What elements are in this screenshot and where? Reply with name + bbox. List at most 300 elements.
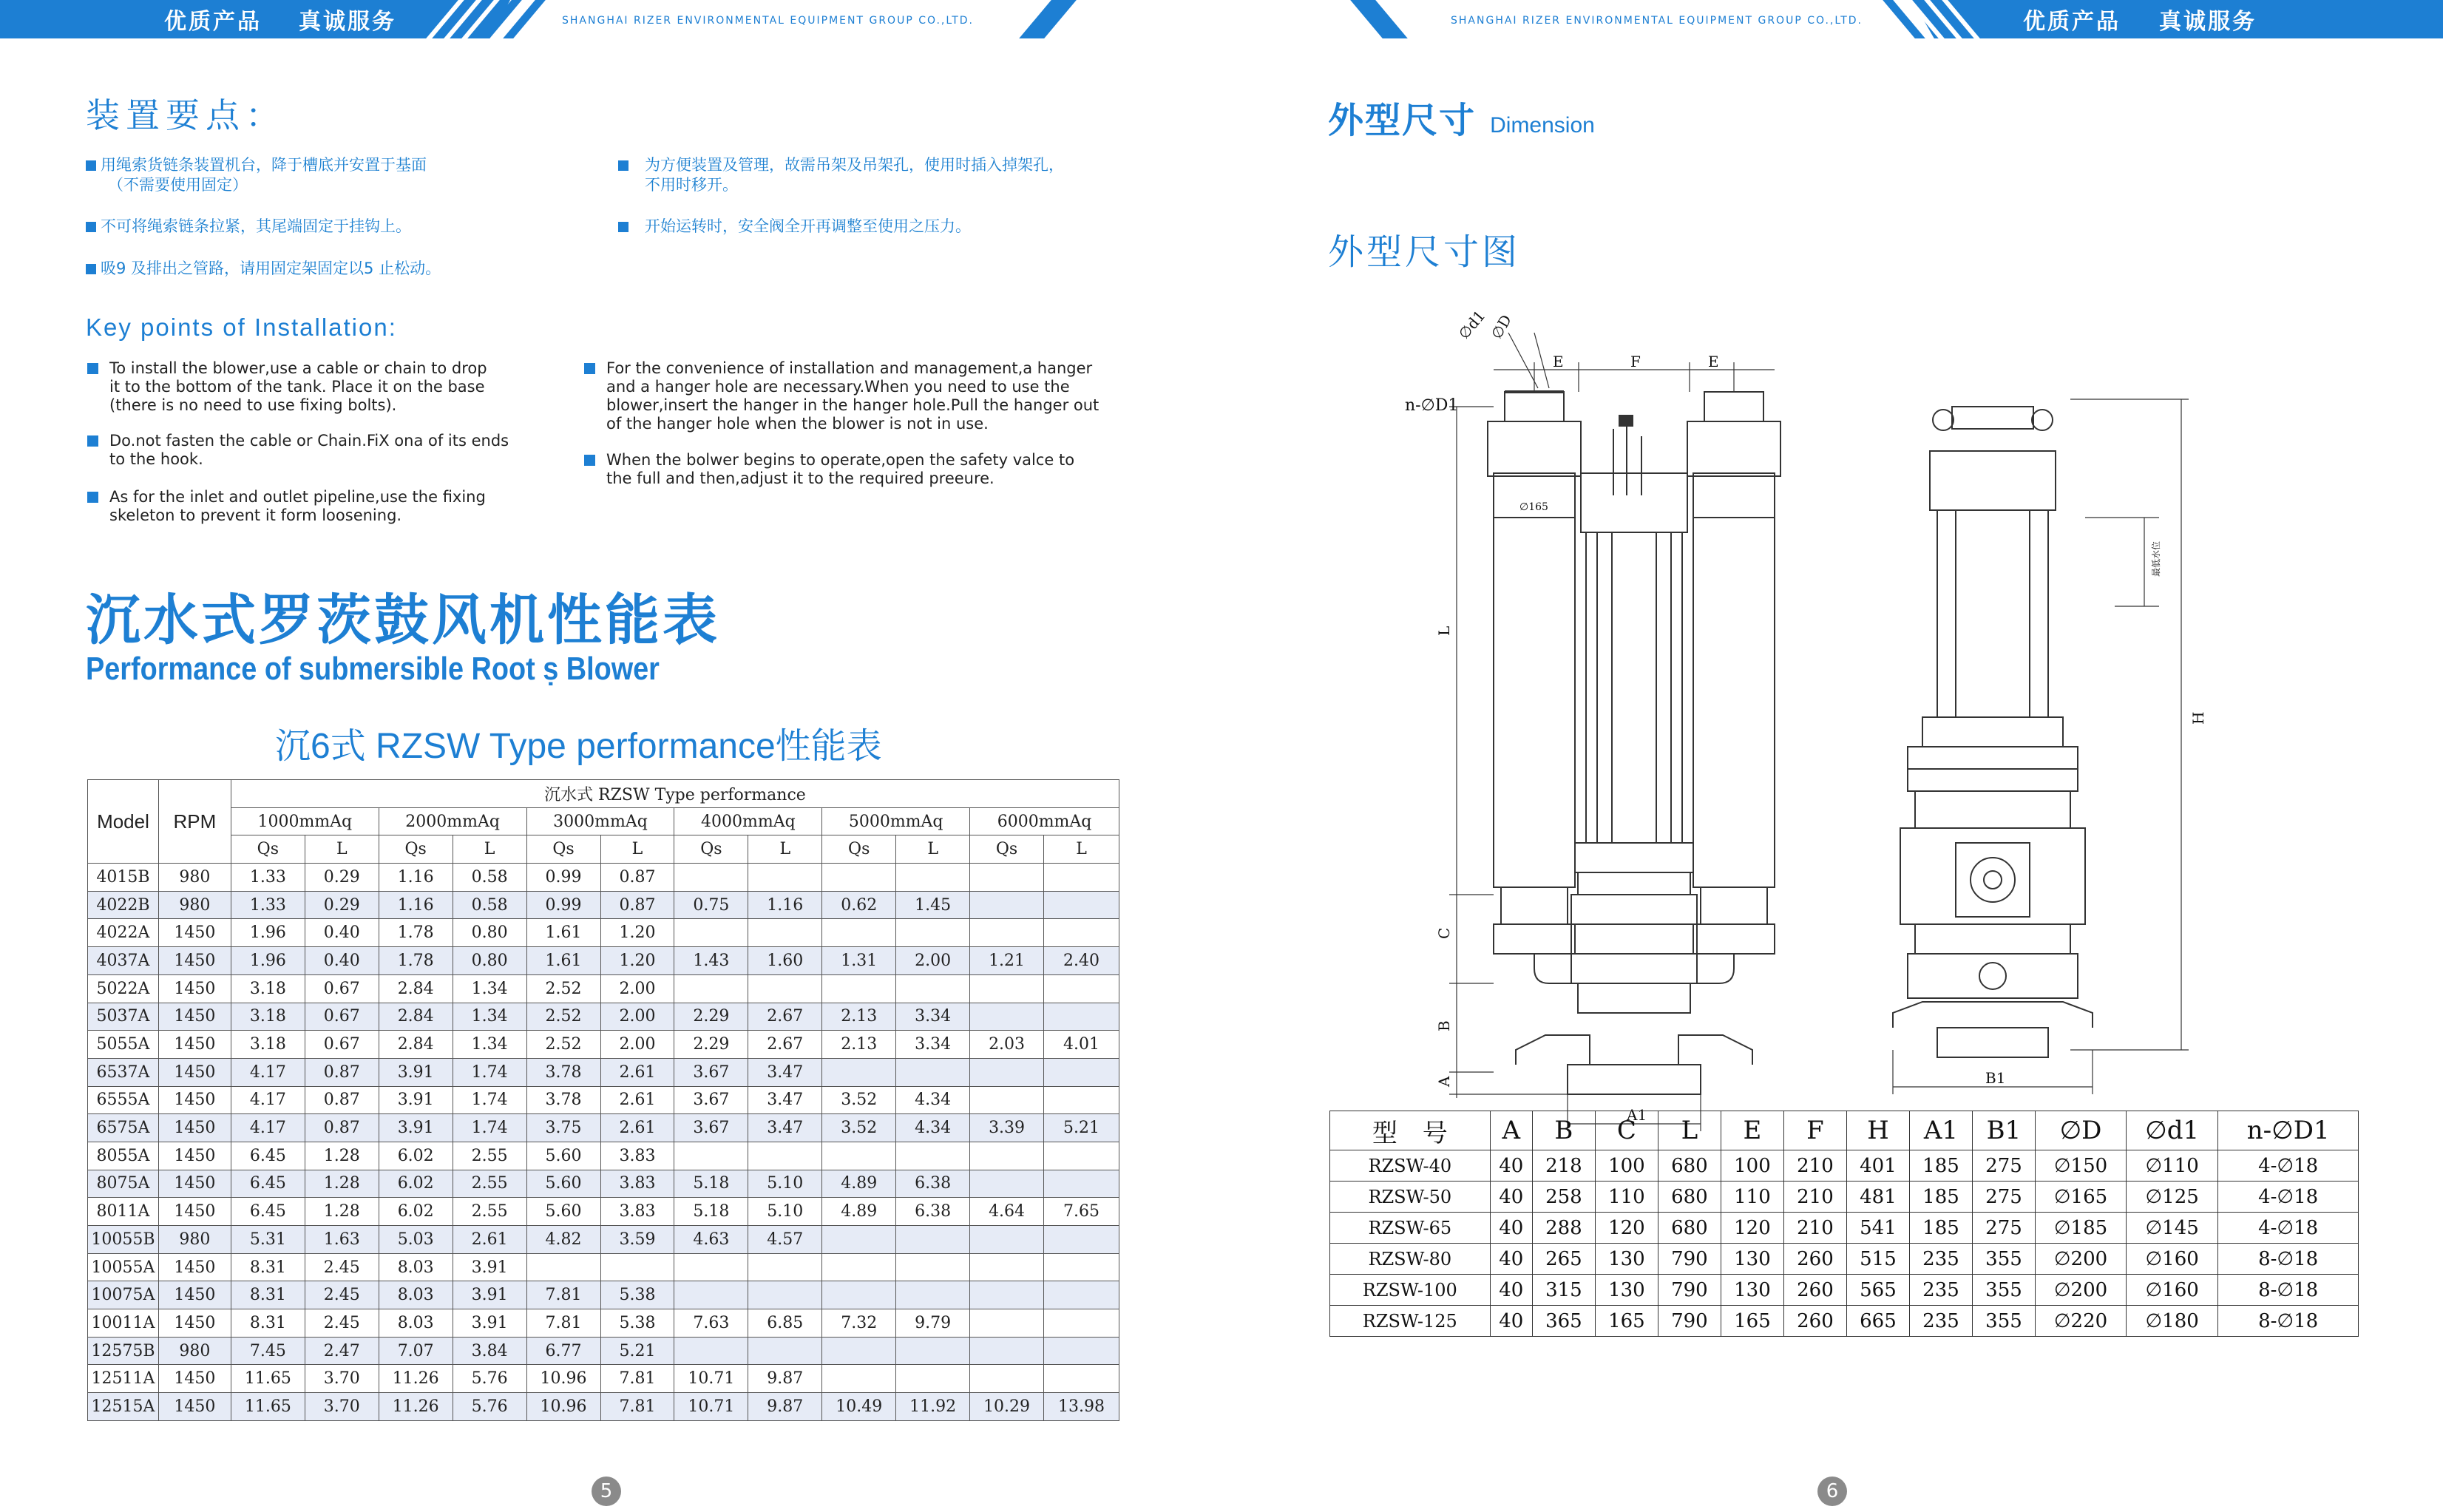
table-cell: 0.67 bbox=[305, 1003, 379, 1031]
col-qs: Qs bbox=[822, 835, 896, 864]
table-cell bbox=[674, 1337, 748, 1365]
table-row bbox=[88, 1337, 1119, 1365]
table-cell: 2.84 bbox=[379, 974, 453, 1003]
table-cell: 0.67 bbox=[305, 1031, 379, 1059]
table-row bbox=[88, 1003, 1119, 1031]
table-cell: 258 bbox=[1532, 1182, 1595, 1213]
header-stripe bbox=[1350, 0, 1408, 38]
table-cell: 11.26 bbox=[379, 1393, 453, 1421]
table-cell: 7.81 bbox=[526, 1281, 600, 1309]
table-cell: 165 bbox=[1595, 1306, 1658, 1337]
table-cell: 1.74 bbox=[453, 1058, 526, 1086]
table-cell: 3.83 bbox=[600, 1198, 674, 1226]
table-cell: 2.00 bbox=[600, 1031, 674, 1059]
table-row bbox=[88, 974, 1119, 1003]
table-cell: 515 bbox=[1846, 1244, 1909, 1275]
slogan-right-2: 真诚服务 bbox=[2159, 9, 2257, 35]
table-cell bbox=[1044, 1226, 1119, 1254]
table-cell: 790 bbox=[1658, 1275, 1721, 1306]
table-cell: 260 bbox=[1783, 1275, 1846, 1306]
table-cell: 541 bbox=[1846, 1213, 1909, 1244]
install-cn-3: 吸9 及排出之管路，请用固定架固定以5 止松动。 bbox=[86, 257, 441, 279]
table-cell: 185 bbox=[1909, 1150, 1972, 1182]
table-cell: 0.75 bbox=[674, 891, 748, 919]
table-cell bbox=[822, 1058, 896, 1086]
table-cell: 3.83 bbox=[600, 1170, 674, 1198]
table-cell bbox=[1044, 1281, 1119, 1309]
table-cell: 2.52 bbox=[526, 974, 600, 1003]
col-model: Model bbox=[88, 780, 159, 864]
table-cell bbox=[970, 1226, 1044, 1254]
table-cell: 2.61 bbox=[600, 1114, 674, 1142]
table-cell: 5.18 bbox=[674, 1198, 748, 1226]
table-cell: 1.45 bbox=[896, 891, 970, 919]
col-qs: Qs bbox=[526, 835, 600, 864]
bullet-square-icon bbox=[87, 435, 98, 447]
table-cell: 3.91 bbox=[453, 1253, 526, 1281]
col-pressure: 2000mmAq bbox=[379, 807, 526, 835]
table-row bbox=[1330, 1275, 2359, 1306]
table-cell: 3.59 bbox=[600, 1226, 674, 1254]
table-cell: 6.02 bbox=[379, 1142, 453, 1170]
table-cell: 8.31 bbox=[231, 1309, 305, 1338]
table-cell: 10075A bbox=[88, 1281, 159, 1309]
col-l: L bbox=[600, 835, 674, 864]
table-cell: 2.47 bbox=[305, 1337, 379, 1365]
table-cell: 210 bbox=[1783, 1150, 1846, 1182]
col-pressure: 3000mmAq bbox=[526, 807, 674, 835]
table-cell: RZSW-100 bbox=[1330, 1275, 1491, 1306]
table-cell: 265 bbox=[1532, 1244, 1595, 1275]
table-cell: 980 bbox=[158, 864, 231, 892]
table-cell: 5.21 bbox=[600, 1337, 674, 1365]
table-cell: 10055B bbox=[88, 1226, 159, 1254]
table-cell: 11.65 bbox=[231, 1365, 305, 1393]
table-cell bbox=[1044, 1058, 1119, 1086]
table-cell: 10.96 bbox=[526, 1393, 600, 1421]
table-cell: ∅220 bbox=[2036, 1306, 2127, 1337]
label-d: ∅D bbox=[1487, 311, 1516, 342]
bullet-square-icon bbox=[584, 363, 595, 374]
table-cell: 2.67 bbox=[748, 1003, 822, 1031]
perf-title-cn: 沉水式罗茨鼓风机性能表 bbox=[86, 589, 720, 652]
table-cell: 1.43 bbox=[674, 947, 748, 975]
table-cell: 3.67 bbox=[674, 1114, 748, 1142]
page-number-left: 5 bbox=[592, 1477, 621, 1506]
table-row bbox=[88, 1086, 1119, 1114]
table-cell: RZSW-125 bbox=[1330, 1306, 1491, 1337]
dim-header-cell: 型 号 bbox=[1330, 1111, 1491, 1150]
col-l: L bbox=[1044, 835, 1119, 864]
table-cell: 1.28 bbox=[305, 1198, 379, 1226]
label-d1: ∅d1 bbox=[1454, 306, 1489, 343]
col-qs: Qs bbox=[231, 835, 305, 864]
table-cell: 10.49 bbox=[822, 1393, 896, 1421]
table-row bbox=[1330, 1213, 2359, 1244]
table-cell: 4037A bbox=[88, 947, 159, 975]
table-cell: 4.34 bbox=[896, 1114, 970, 1142]
table-cell: 3.18 bbox=[231, 974, 305, 1003]
table-cell bbox=[1044, 974, 1119, 1003]
table-cell: 0.99 bbox=[526, 864, 600, 892]
table-row bbox=[88, 1226, 1119, 1254]
dim-header-cell: C bbox=[1595, 1111, 1658, 1150]
table-cell: 12575B bbox=[88, 1337, 159, 1365]
table-cell: 2.00 bbox=[896, 947, 970, 975]
bullet-square-icon bbox=[618, 160, 628, 171]
table-cell: 275 bbox=[1972, 1182, 2035, 1213]
table-cell: 6.02 bbox=[379, 1198, 453, 1226]
table-cell: 3.91 bbox=[453, 1309, 526, 1338]
table-cell: 185 bbox=[1909, 1182, 1972, 1213]
table-cell: 0.87 bbox=[600, 864, 674, 892]
table-cell: 355 bbox=[1972, 1275, 2035, 1306]
table-cell: 210 bbox=[1783, 1182, 1846, 1213]
table-cell: 11.65 bbox=[231, 1393, 305, 1421]
table-cell: RZSW-40 bbox=[1330, 1150, 1491, 1182]
page-number-right: 6 bbox=[1817, 1477, 1847, 1506]
table-cell: 4.82 bbox=[526, 1226, 600, 1254]
table-cell: 10055A bbox=[88, 1253, 159, 1281]
table-row bbox=[88, 1142, 1119, 1170]
table-cell: ∅200 bbox=[2036, 1244, 2127, 1275]
table-cell: 565 bbox=[1846, 1275, 1909, 1306]
table-cell: 8.31 bbox=[231, 1253, 305, 1281]
table-cell: 6537A bbox=[88, 1058, 159, 1086]
table-cell: 8-∅18 bbox=[2218, 1244, 2359, 1275]
table-cell: 6.45 bbox=[231, 1170, 305, 1198]
dim-header-cell: E bbox=[1721, 1111, 1783, 1150]
table-cell: 2.61 bbox=[600, 1058, 674, 1086]
slogan-left-2: 真诚服务 bbox=[299, 9, 396, 35]
table-cell: 7.45 bbox=[231, 1337, 305, 1365]
table-cell: 4022A bbox=[88, 919, 159, 947]
table-cell: 4.01 bbox=[1044, 1031, 1119, 1059]
table-title: 沉6式 RZSW Type performance性能表 bbox=[275, 727, 882, 766]
table-cell bbox=[896, 1281, 970, 1309]
label-note: 最低水位 bbox=[2151, 540, 2161, 577]
table-cell: 10011A bbox=[88, 1309, 159, 1338]
table-cell: 12511A bbox=[88, 1365, 159, 1393]
col-l: L bbox=[305, 835, 379, 864]
install-cn-1: 用绳索货链条装置机台，降于槽底并安置于基面 bbox=[86, 153, 427, 175]
table-row bbox=[88, 1253, 1119, 1281]
table-row bbox=[88, 1031, 1119, 1059]
table-cell: 8055A bbox=[88, 1142, 159, 1170]
table-cell: 40 bbox=[1490, 1306, 1532, 1337]
table-row bbox=[1330, 1244, 2359, 1275]
table-cell: 110 bbox=[1595, 1182, 1658, 1213]
table-cell: ∅185 bbox=[2036, 1213, 2127, 1244]
table-cell: 10.71 bbox=[674, 1393, 748, 1421]
table-cell bbox=[970, 1309, 1044, 1338]
table-cell: 8-∅18 bbox=[2218, 1275, 2359, 1306]
table-cell: 0.80 bbox=[453, 919, 526, 947]
table-cell: 1450 bbox=[158, 1170, 231, 1198]
table-cell: 0.87 bbox=[305, 1058, 379, 1086]
table-cell: 2.55 bbox=[453, 1198, 526, 1226]
table-cell: 120 bbox=[1595, 1213, 1658, 1244]
table-cell: 10.71 bbox=[674, 1365, 748, 1393]
table-cell bbox=[970, 1086, 1044, 1114]
table-cell bbox=[896, 1058, 970, 1086]
table-cell: 1.61 bbox=[526, 947, 600, 975]
table-cell: 1450 bbox=[158, 1281, 231, 1309]
table-cell: 2.55 bbox=[453, 1142, 526, 1170]
table-cell: 6.45 bbox=[231, 1142, 305, 1170]
table-cell: 5.38 bbox=[600, 1309, 674, 1338]
table-cell: 1.34 bbox=[453, 1003, 526, 1031]
table-cell: 4.17 bbox=[231, 1058, 305, 1086]
dim-header-cell: B1 bbox=[1972, 1111, 2035, 1150]
table-cell: 2.00 bbox=[600, 1003, 674, 1031]
table-cell: 1.74 bbox=[453, 1086, 526, 1114]
table-cell bbox=[1044, 1337, 1119, 1365]
install-en-2: Do.not fasten the cable or Chain.FiX ona of its ends to the hook. bbox=[109, 432, 509, 469]
table-cell: 4.64 bbox=[970, 1198, 1044, 1226]
table-cell: 1.31 bbox=[822, 947, 896, 975]
table-cell: 260 bbox=[1783, 1244, 1846, 1275]
table-cell: 2.13 bbox=[822, 1031, 896, 1059]
col-l: L bbox=[748, 835, 822, 864]
table-cell: 3.75 bbox=[526, 1114, 600, 1142]
table-cell: 2.29 bbox=[674, 1003, 748, 1031]
table-cell: 8011A bbox=[88, 1198, 159, 1226]
table-cell: 3.78 bbox=[526, 1058, 600, 1086]
table-cell: 2.52 bbox=[526, 1031, 600, 1059]
table-cell: 1.60 bbox=[748, 947, 822, 975]
table-cell bbox=[748, 864, 822, 892]
table-cell: 7.07 bbox=[379, 1337, 453, 1365]
table-cell: 5.18 bbox=[674, 1170, 748, 1198]
table-cell: 1.28 bbox=[305, 1170, 379, 1198]
header-stripe bbox=[1019, 0, 1077, 38]
table-cell: 275 bbox=[1972, 1213, 2035, 1244]
table-cell: 5022A bbox=[88, 974, 159, 1003]
table-cell bbox=[1044, 1365, 1119, 1393]
table-cell: RZSW-80 bbox=[1330, 1244, 1491, 1275]
table-cell: 5.38 bbox=[600, 1281, 674, 1309]
table-cell: 8.03 bbox=[379, 1281, 453, 1309]
col-qs: Qs bbox=[970, 835, 1044, 864]
table-cell: 365 bbox=[1532, 1306, 1595, 1337]
table-cell: 3.91 bbox=[379, 1086, 453, 1114]
table-cell: 2.61 bbox=[600, 1086, 674, 1114]
table-cell: 2.55 bbox=[453, 1170, 526, 1198]
table-cell bbox=[970, 1058, 1044, 1086]
install-cn-5: 开始运转时，安全阀全开再调整至使用之压力。 bbox=[618, 214, 971, 237]
table-cell: 3.34 bbox=[896, 1003, 970, 1031]
perf-title-en: Performance of submersible Root ṣ Blower bbox=[86, 651, 660, 687]
label-b1: B1 bbox=[1985, 1069, 2006, 1087]
table-cell bbox=[748, 1281, 822, 1309]
table-cell bbox=[970, 1142, 1044, 1170]
table-cell bbox=[674, 864, 748, 892]
table-cell bbox=[896, 1142, 970, 1170]
table-cell: 130 bbox=[1595, 1275, 1658, 1306]
table-cell bbox=[822, 1226, 896, 1254]
table-cell: 275 bbox=[1972, 1150, 2035, 1182]
table-cell: 4.17 bbox=[231, 1086, 305, 1114]
table-cell bbox=[896, 919, 970, 947]
table-cell bbox=[674, 1253, 748, 1281]
install-cn-4: 为方便装置及管理，故需吊架及吊架孔，使用时插入掉架孔， bbox=[618, 153, 1064, 175]
col-l: L bbox=[453, 835, 526, 864]
table-cell bbox=[1044, 1253, 1119, 1281]
table-cell: 5.60 bbox=[526, 1170, 600, 1198]
install-en-3: As for the inlet and outlet pipeline,use the fixing skeleton to prevent it form loosening. bbox=[109, 488, 486, 525]
table-cell: 401 bbox=[1846, 1150, 1909, 1182]
table-cell: 130 bbox=[1721, 1275, 1783, 1306]
table-cell: 1.78 bbox=[379, 947, 453, 975]
table-cell: 3.67 bbox=[674, 1058, 748, 1086]
table-cell bbox=[970, 919, 1044, 947]
table-cell: 790 bbox=[1658, 1306, 1721, 1337]
table-cell: 6555A bbox=[88, 1086, 159, 1114]
label-e-right: E bbox=[1708, 353, 1719, 370]
table-cell bbox=[822, 1337, 896, 1365]
table-cell: 5.03 bbox=[379, 1226, 453, 1254]
table-cell: 0.99 bbox=[526, 891, 600, 919]
table-cell: 1.63 bbox=[305, 1226, 379, 1254]
install-en-1: To install the blower,use a cable or chain to drop it to the bottom of the tank. Place it on the base (there is no need to use fixing bolts). bbox=[109, 359, 487, 415]
performance-table bbox=[87, 779, 1119, 1421]
label-c: C bbox=[1435, 927, 1453, 939]
table-cell: 0.80 bbox=[453, 947, 526, 975]
table-cell: 980 bbox=[158, 1337, 231, 1365]
table-cell: 1.16 bbox=[748, 891, 822, 919]
table-cell: 3.78 bbox=[526, 1086, 600, 1114]
table-cell bbox=[896, 864, 970, 892]
table-cell: 0.58 bbox=[453, 864, 526, 892]
table-cell: 4.63 bbox=[674, 1226, 748, 1254]
table-cell: ∅160 bbox=[2127, 1244, 2218, 1275]
table-row bbox=[1330, 1150, 2359, 1182]
table-cell: 2.84 bbox=[379, 1031, 453, 1059]
table-cell: 2.67 bbox=[748, 1031, 822, 1059]
bullet-square-icon bbox=[87, 492, 98, 503]
table-cell: 680 bbox=[1658, 1150, 1721, 1182]
table-row bbox=[88, 1170, 1119, 1198]
table-cell: ∅110 bbox=[2127, 1150, 2218, 1182]
table-cell: 1.16 bbox=[379, 891, 453, 919]
table-cell: 680 bbox=[1658, 1182, 1721, 1213]
table-cell: 120 bbox=[1721, 1213, 1783, 1244]
table-cell: 40 bbox=[1490, 1182, 1532, 1213]
table-cell: 3.52 bbox=[822, 1086, 896, 1114]
table-cell: 1450 bbox=[158, 1393, 231, 1421]
table-cell: 10.29 bbox=[970, 1393, 1044, 1421]
table-cell: 218 bbox=[1532, 1150, 1595, 1182]
table-cell: 1.96 bbox=[231, 919, 305, 947]
table-cell: 2.00 bbox=[600, 974, 674, 1003]
table-row bbox=[1330, 1306, 2359, 1337]
table-cell: 3.67 bbox=[674, 1086, 748, 1114]
table-cell: 3.47 bbox=[748, 1086, 822, 1114]
table-cell bbox=[822, 1365, 896, 1393]
table-cell: 0.58 bbox=[453, 891, 526, 919]
bullet-square-icon bbox=[86, 160, 96, 171]
table-cell: 0.67 bbox=[305, 974, 379, 1003]
label-l: L bbox=[1435, 626, 1453, 636]
table-cell: 4-∅18 bbox=[2218, 1182, 2359, 1213]
table-row bbox=[88, 1309, 1119, 1338]
table-cell: 5.76 bbox=[453, 1393, 526, 1421]
table-cell bbox=[970, 974, 1044, 1003]
table-cell bbox=[822, 1253, 896, 1281]
table-cell: 0.29 bbox=[305, 891, 379, 919]
dim-header-row bbox=[1330, 1111, 2359, 1150]
table-cell bbox=[674, 919, 748, 947]
table-cell: 5037A bbox=[88, 1003, 159, 1031]
table-row bbox=[88, 891, 1119, 919]
table-cell: ∅125 bbox=[2127, 1182, 2218, 1213]
table-cell: 8.03 bbox=[379, 1253, 453, 1281]
table-cell: 5.21 bbox=[1044, 1114, 1119, 1142]
install-title-cn: 装置要点： bbox=[86, 95, 285, 135]
table-cell: 288 bbox=[1532, 1213, 1595, 1244]
table-cell: 2.40 bbox=[1044, 947, 1119, 975]
table-cell: ∅200 bbox=[2036, 1275, 2127, 1306]
table-row bbox=[88, 947, 1119, 975]
table-cell bbox=[674, 974, 748, 1003]
table-cell: 1450 bbox=[158, 1309, 231, 1338]
table-cell bbox=[1044, 1170, 1119, 1198]
install-cn-4b: 不用时移开。 bbox=[645, 176, 738, 194]
table-cell bbox=[1044, 891, 1119, 919]
table-cell bbox=[970, 1365, 1044, 1393]
table-cell bbox=[748, 1253, 822, 1281]
table-cell: 2.52 bbox=[526, 1003, 600, 1031]
table-cell: 9.87 bbox=[748, 1393, 822, 1421]
table-cell: 0.62 bbox=[822, 891, 896, 919]
slogan-right-1: 优质产品 bbox=[2023, 9, 2121, 35]
table-cell bbox=[1044, 1142, 1119, 1170]
table-cell: ∅165 bbox=[2036, 1182, 2127, 1213]
table-cell: 3.34 bbox=[896, 1031, 970, 1059]
table-cell: 4.57 bbox=[748, 1226, 822, 1254]
table-cell: 1.74 bbox=[453, 1114, 526, 1142]
table-cell: RZSW-50 bbox=[1330, 1182, 1491, 1213]
table-cell: RZSW-65 bbox=[1330, 1213, 1491, 1244]
col-l: L bbox=[896, 835, 970, 864]
table-cell: 2.45 bbox=[305, 1253, 379, 1281]
table-row bbox=[88, 919, 1119, 947]
front-view bbox=[1449, 333, 1780, 1131]
dim-header-cell: ∅D bbox=[2036, 1111, 2127, 1150]
table-cell: 3.47 bbox=[748, 1114, 822, 1142]
table-row bbox=[88, 1114, 1119, 1142]
table-cell: 235 bbox=[1909, 1306, 1972, 1337]
table-cell bbox=[822, 1281, 896, 1309]
table-cell: 1.28 bbox=[305, 1142, 379, 1170]
table-cell: 1.34 bbox=[453, 974, 526, 1003]
table-cell: 1450 bbox=[158, 1003, 231, 1031]
table-cell: 5055A bbox=[88, 1031, 159, 1059]
table-row bbox=[88, 864, 1119, 892]
table-cell: 481 bbox=[1846, 1182, 1909, 1213]
table-row bbox=[88, 1281, 1119, 1309]
table-cell: 1.78 bbox=[379, 919, 453, 947]
table-cell: 3.18 bbox=[231, 1031, 305, 1059]
table-cell: 6.38 bbox=[896, 1170, 970, 1198]
table-cell: 1.34 bbox=[453, 1031, 526, 1059]
table-cell bbox=[970, 864, 1044, 892]
table-cell bbox=[822, 974, 896, 1003]
label-d165: ∅165 bbox=[1519, 501, 1548, 513]
table-cell bbox=[822, 1142, 896, 1170]
col-rpm: RPM bbox=[158, 780, 231, 864]
